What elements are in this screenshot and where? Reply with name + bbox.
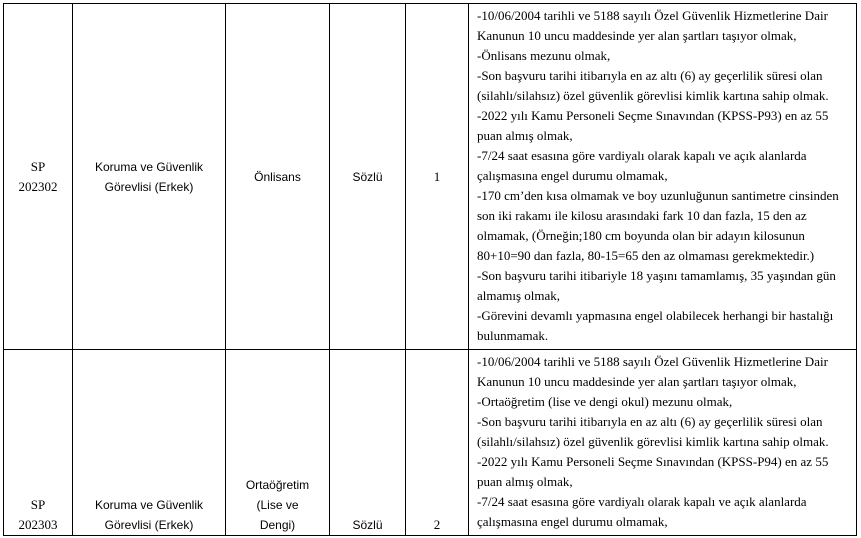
position-title-cell: [73, 4, 226, 350]
position-code-cell: [4, 4, 73, 350]
condition-line: -2022 yılı Kamu Personeli Seçme Sınavından (KPSS-P93) en az 55: [477, 108, 829, 123]
position-code-prefix: SP: [30, 158, 46, 174]
position-title-line: Koruma ve Güvenlik: [94, 159, 204, 174]
condition-line: puan almış olmak,: [477, 128, 573, 143]
condition-line: -7/24 saat esasına göre vardiyalı olarak kapalı ve açık alanlarda: [477, 494, 807, 509]
condition-line: Kanunun 10 uncu maddesinde yer alan şartları taşıyor olmak,: [477, 28, 797, 43]
condition-line: -10/06/2004 tarihli ve 5188 sayılı Özel Güvenlik Hizmetlerine Dair: [477, 8, 828, 23]
condition-line: -Görevini devamlı yapmasına engel olabilecek herhangi bir hastalığı: [477, 308, 834, 323]
condition-line: Kanunun 10 uncu maddesinde yer alan şartları taşıyor olmak,: [477, 374, 797, 389]
position-code-number: 202303: [18, 517, 58, 532]
position-title-cell: [73, 350, 226, 536]
position-count-cell: 2: [406, 350, 469, 536]
conditions-cell: [469, 4, 857, 350]
condition-line: -Son başvuru tarihi itibariyle 18 yaşını tamamlamış, 35 yaşından gün: [477, 268, 836, 283]
positions-table: [3, 3, 857, 536]
condition-line: -10/06/2004 tarihli ve 5188 sayılı Özel Güvenlik Hizmetlerine Dair: [477, 354, 828, 369]
condition-line: -170 cm’den kısa olmamak ve boy uzunluğunun santimetre cinsinden: [477, 188, 839, 203]
condition-line: son iki rakamı ile kilosu arasındaki fark 10 dan fazla, 15 den az: [477, 208, 807, 223]
position-title-line: Koruma ve Güvenlik: [94, 498, 204, 512]
position-count-cell: 1: [406, 4, 469, 350]
position-code-prefix: SP: [30, 497, 46, 512]
condition-line: -Ortaöğretim (lise ve dengi okul) mezunu olmak,: [477, 394, 733, 409]
condition-line: -7/24 saat esasına göre vardiyalı olarak kapalı ve açık alanlarda: [477, 148, 807, 163]
condition-line: çalışmasına engel durumu olmamak,: [477, 514, 668, 529]
education-line: Önlisans: [254, 169, 301, 184]
exam-type-cell: Sözlü: [330, 350, 406, 536]
conditions-cell: [469, 350, 857, 536]
condition-line: -2022 yılı Kamu Personeli Seçme Sınavından (KPSS-P94) en az 55: [477, 454, 829, 469]
condition-line: -Son başvuru tarihi itibarıyla en az altı (6) ay geçerlilik süresi olan: [477, 68, 823, 83]
table-row: [4, 350, 857, 536]
position-code-number: 202302: [18, 178, 58, 194]
table-row: [4, 4, 857, 350]
education-cell: [226, 4, 330, 350]
condition-line: (silahlı/silahsız) özel güvenlik görevlisi kimlik kartına sahip olmak.: [477, 88, 829, 103]
condition-line: 80+10=90 dan fazla, 80-15=65 den az olmaması gerekmektedir.): [477, 248, 815, 263]
condition-line: bulunmamak.: [477, 328, 549, 343]
condition-line: olmamak, (Örneğin;180 cm boyunda olan bir adayın kilosunun: [477, 228, 805, 243]
education-line: Dengi): [259, 518, 296, 532]
education-line: (Lise ve: [256, 498, 299, 512]
position-title-line: Görevlisi (Erkek): [104, 518, 194, 532]
condition-line: (silahlı/silahsız) özel güvenlik görevlisi kimlik kartına sahip olmak.: [477, 434, 829, 449]
exam-type-cell: Sözlü: [330, 4, 406, 350]
education-line: Ortaöğretim: [245, 478, 310, 492]
position-title-line: Görevlisi (Erkek): [104, 179, 194, 194]
education-cell: [226, 350, 330, 536]
condition-line: -Son başvuru tarihi itibarıyla en az altı (6) ay geçerlilik süresi olan: [477, 414, 823, 429]
condition-line: çalışmasına engel durumu olmamak,: [477, 168, 668, 183]
position-code-cell: [4, 350, 73, 536]
condition-line: puan almış olmak,: [477, 474, 573, 489]
condition-line: almamış olmak,: [477, 288, 561, 303]
condition-line: -Önlisans mezunu olmak,: [477, 48, 611, 63]
